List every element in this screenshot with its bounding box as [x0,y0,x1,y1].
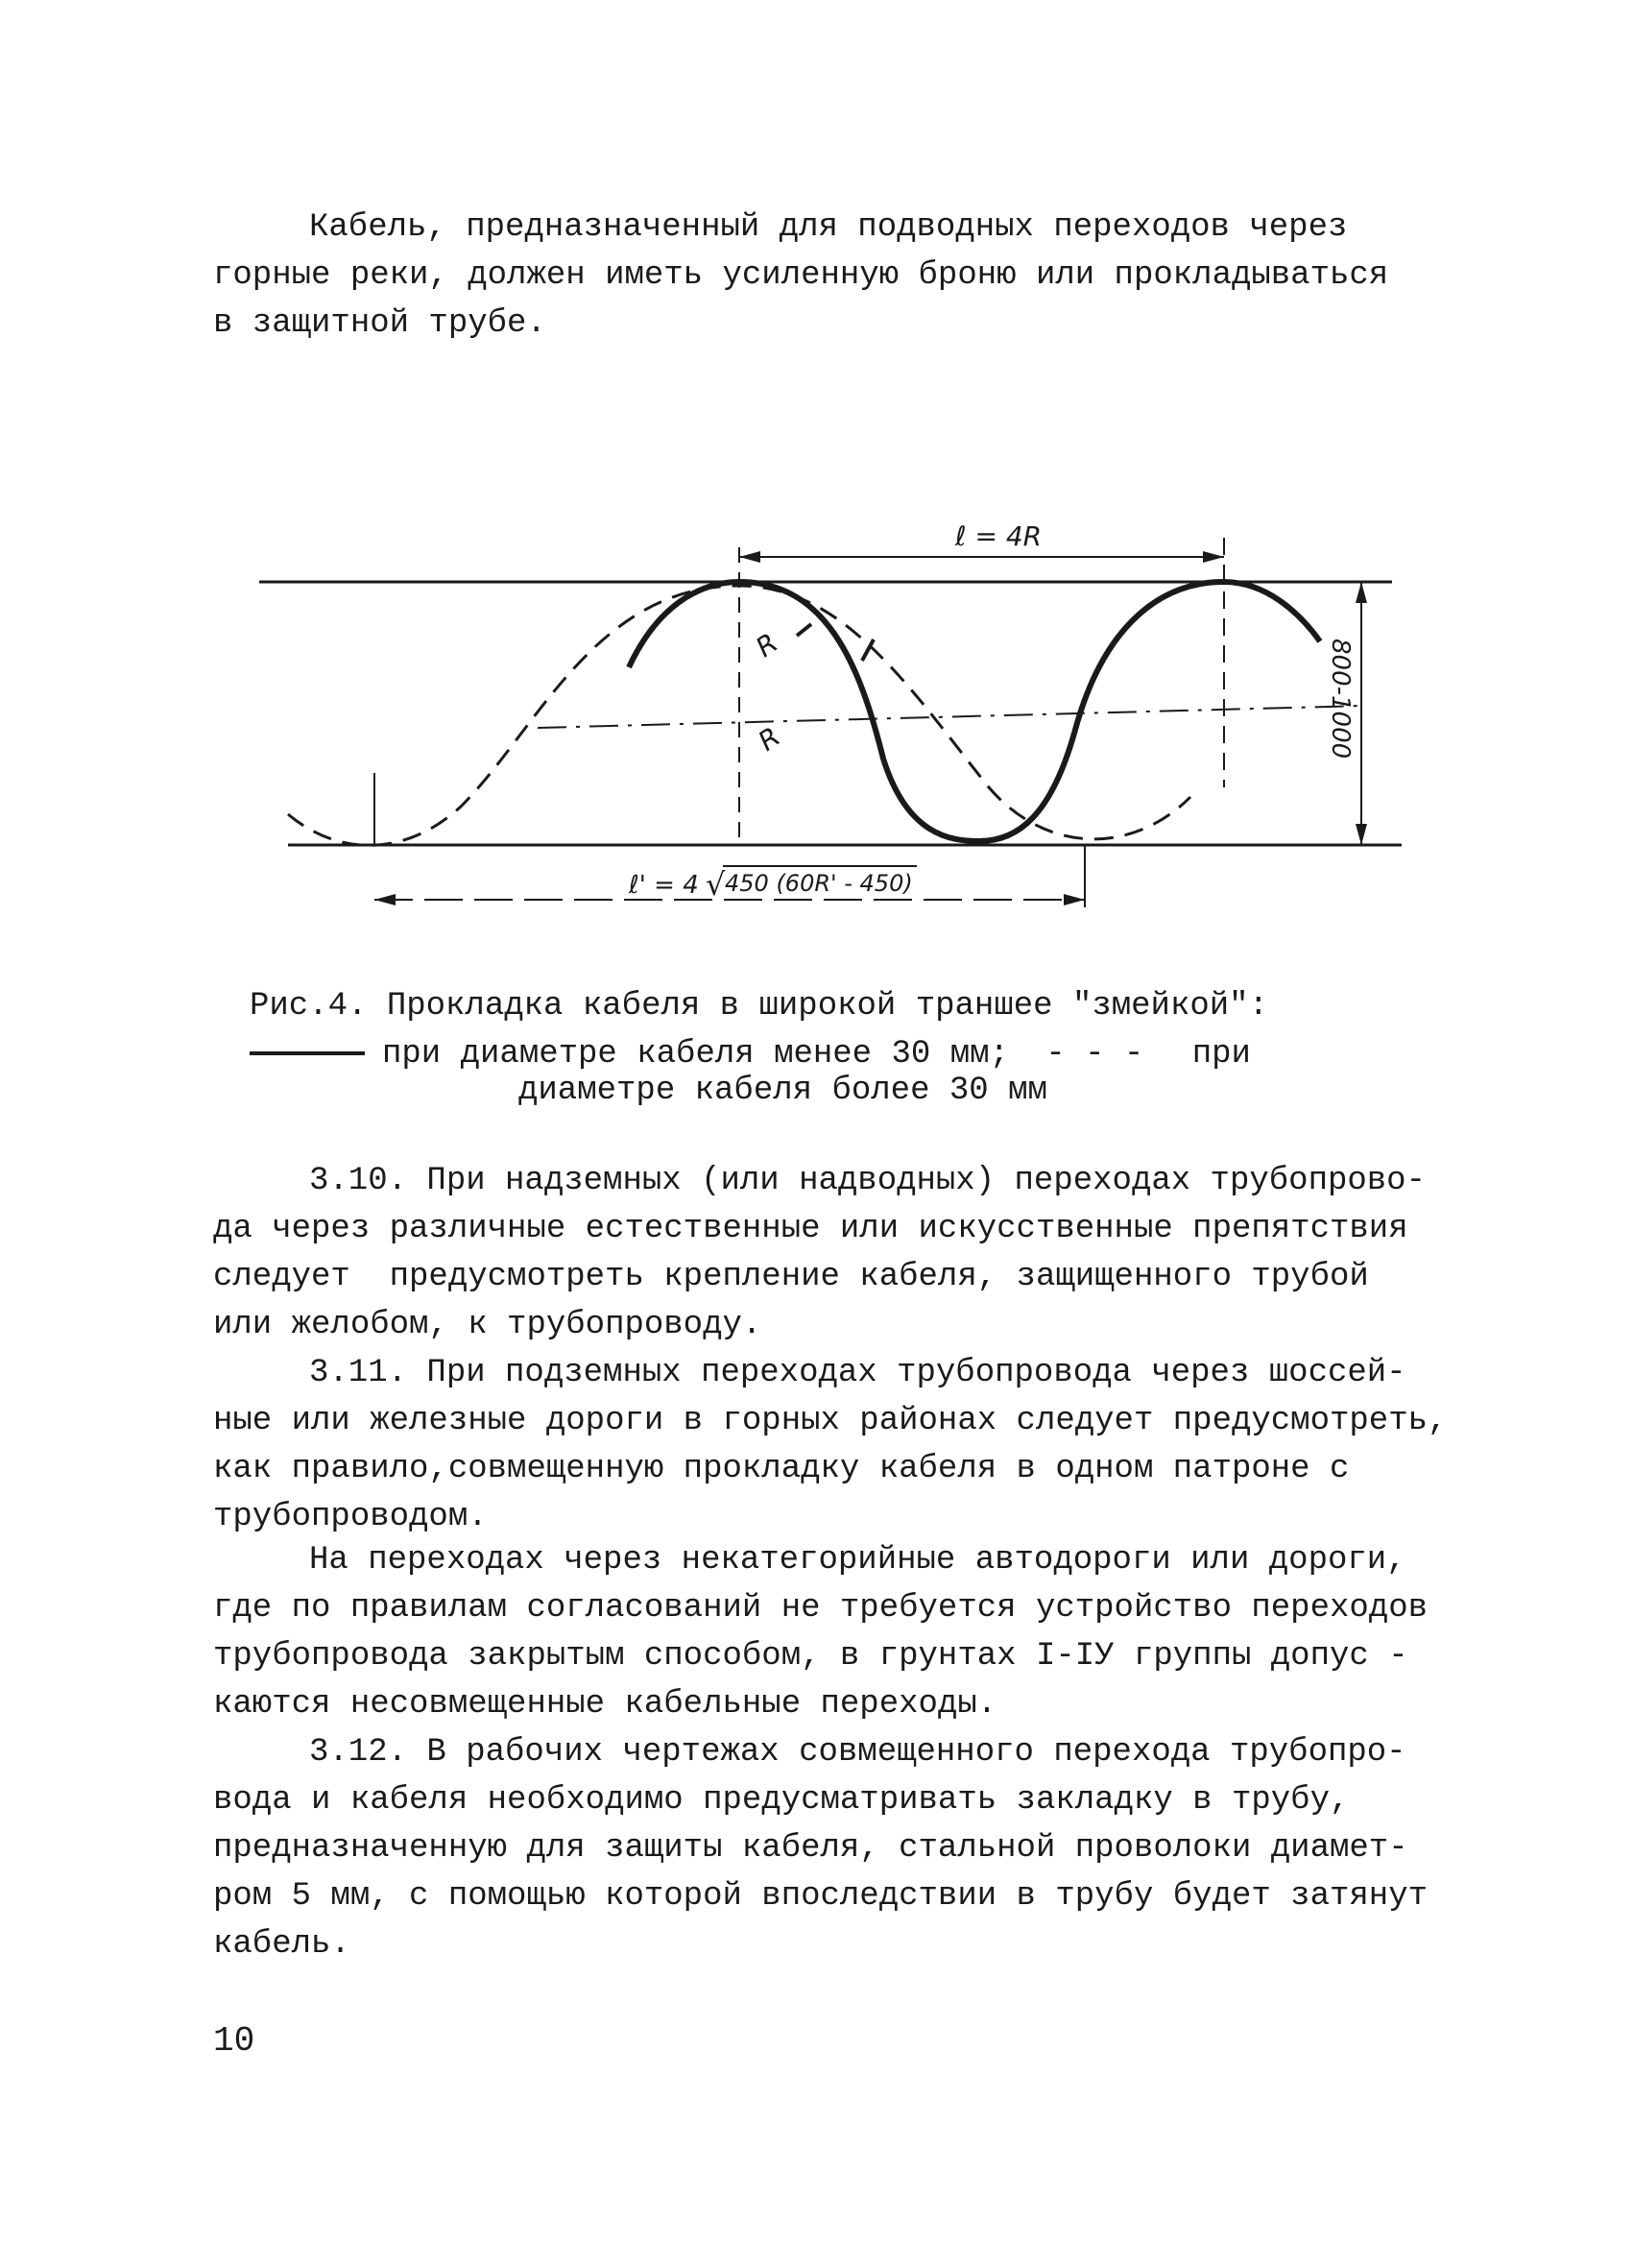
text-line: 3.11. При подземных переходах трубопровода через шоссей- [309,1355,1406,1391]
page-number: 10 [213,2021,255,2061]
text-line: или желобом, к трубопроводу. [213,1307,762,1343]
radius-pointer [797,624,811,636]
center-axis-line [538,706,1363,728]
text-line: в защитной трубе. [213,305,546,342]
legend-solid-text: при диаметре кабеля менее 30 мм; [382,1036,1009,1073]
radius-label-upper: R [750,626,784,664]
top-dimension-label: ℓ = 4R [955,520,1043,552]
figure-caption-title: Рис.4. Прокладка кабеля в широкой траншее "змейкой": [250,988,1268,1025]
legend-dashed-prefix: при [1191,1036,1251,1073]
text-line: трубопровода закрытым способом, в грунтах I-IУ группы допус - [213,1638,1408,1675]
section-3-11-paragraph [213,1349,1448,1541]
cable-path-solid [629,582,1320,841]
text-line: каются несовмещенные кабельные переходы. [213,1686,997,1723]
text-line: ные или железные дороги в горных районах следует предусмотреть, [213,1403,1448,1439]
arrowhead [1356,824,1367,845]
text-line: да через различные естественные или искусственные препятствия [213,1211,1408,1247]
intro-paragraph [213,204,1423,348]
radius-pointer [862,639,874,661]
arrowhead [374,894,396,905]
text-line: кабель. [213,1926,350,1963]
text-line: трубопроводом. [213,1499,488,1535]
text-line: как правило,совмещенную прокладку кабеля в одном патроне с [213,1451,1350,1487]
text-line: горные реки, должен иметь усиленную броню или прокладываться [213,257,1389,294]
bottom-formula-prefix: ℓ' = 4 [629,871,699,900]
text-line: где по правилам согласований не требуется устройство переходов [213,1590,1429,1627]
text-line: 3.12. В рабочих чертежах совмещенного перехода трубопро- [309,1734,1406,1771]
section-3-10-paragraph [213,1157,1426,1349]
legend-dashed-symbol: - - - [1045,1036,1144,1073]
section-3-12-paragraph [213,1728,1429,1968]
legend-dashed-text: диаметре кабеля более 30 мм [518,1073,1047,1109]
cable-snake-diagram [0,509,1633,931]
arrowhead [1203,551,1224,563]
text-line: следует предусмотреть крепление кабеля, защищенного трубой [213,1259,1369,1295]
text-line: На переходах через некатегорийные автодороги или дороги, [309,1542,1406,1579]
text-line: предназначенную для защиты кабеля, стальной проволоки диамет- [213,1830,1408,1867]
arrowhead [739,551,760,563]
roads-crossing-paragraph [213,1536,1429,1728]
bottom-formula-radicand: 450 (60R' - 450) [725,870,913,897]
vertical-dimension-label: 800-1000 [1326,639,1355,760]
text-line: 3.10. При надземных (или надводных) переходах трубопрово- [309,1163,1426,1199]
arrowhead [1356,582,1367,603]
radius-label-lower: R [752,720,786,758]
text-line: Кабель, предназначенный для подводных переходов через [309,209,1348,246]
legend-solid-line [250,1051,365,1055]
text-line: вода и кабеля необходимо предусматривать закладку в трубу, [213,1782,1350,1819]
text-line: ром 5 мм, с помощью которой впоследствии в трубу будет затянут [213,1878,1429,1915]
bottom-formula-radical: √ [706,866,726,903]
arrowhead [1064,894,1085,905]
